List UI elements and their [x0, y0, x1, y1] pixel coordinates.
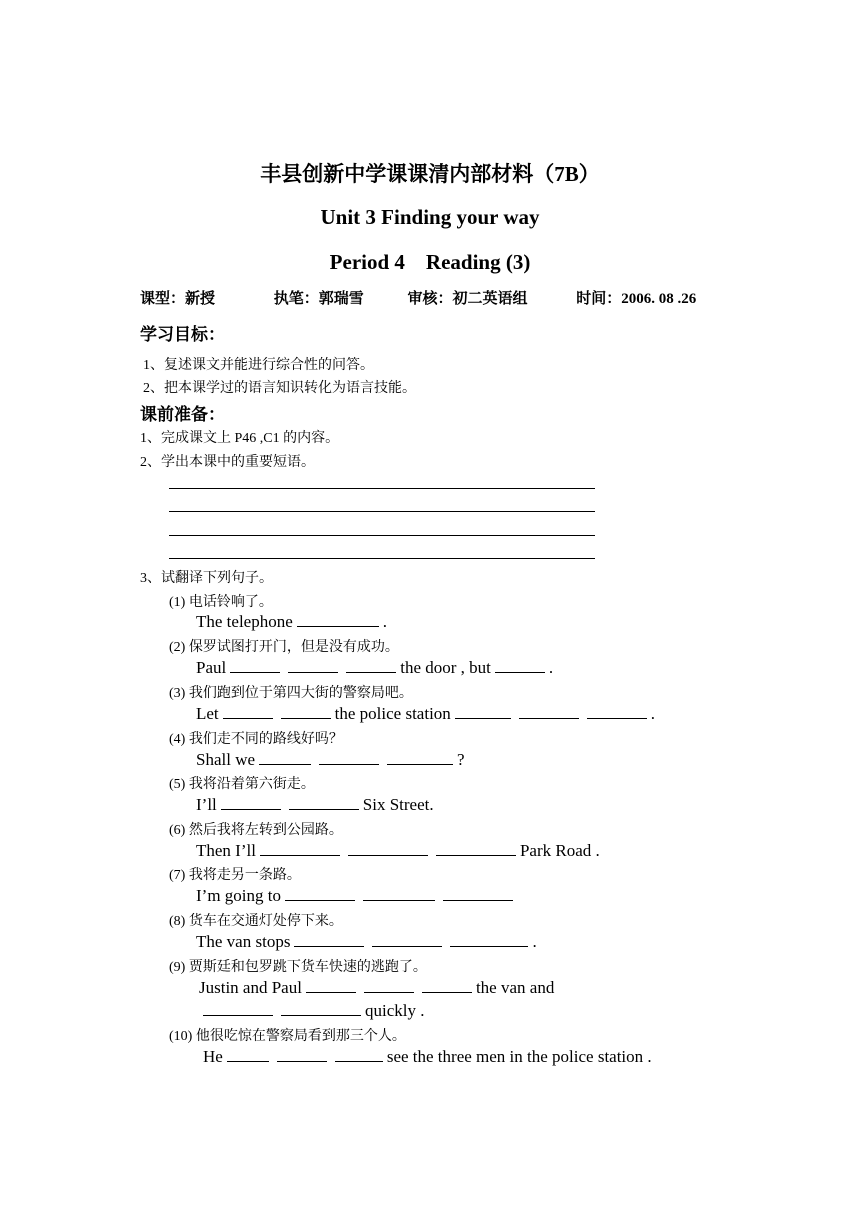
prep-heading: 课前准备： — [140, 405, 225, 424]
fill-blank[interactable] — [277, 1060, 327, 1062]
sentence-en: Paul the door , but . — [196, 658, 554, 677]
fill-blank[interactable] — [436, 854, 516, 856]
period-title: Period 4 Reading (3) — [329, 250, 531, 274]
fill-blank[interactable] — [364, 991, 414, 993]
sentence-cn: (8) 货车在交通灯处停下来。 — [169, 914, 343, 929]
fill-blank[interactable] — [348, 854, 428, 856]
sentence-cn: (6) 然后我将左转到公园路。 — [169, 823, 343, 838]
fill-blank[interactable] — [346, 671, 396, 673]
fill-blank[interactable] — [288, 671, 338, 673]
sentence-en: Let the police station . — [196, 704, 656, 723]
answer-line[interactable] — [169, 488, 595, 489]
sentence-cn: (1) 电话铃响了。 — [169, 595, 273, 610]
fill-blank[interactable] — [372, 945, 442, 947]
goal-item: 1、复述课文并能进行综合性的问答。 — [143, 358, 374, 373]
fill-blank[interactable] — [387, 763, 453, 765]
document-title: 丰县创新中学课课清内部材料（7B） — [260, 162, 600, 186]
sentence-en-cont: quickly . — [199, 1001, 425, 1021]
fill-blank[interactable] — [203, 1014, 273, 1016]
fill-blank[interactable] — [297, 625, 379, 627]
goal-item: 2、把本课学过的语言知识转化为语言技能。 — [143, 381, 416, 396]
prep-item-1: 1、完成课文上 P46 ,C1 的内容。 — [140, 431, 340, 446]
prep-item-3: 3、试翻译下列句子。 — [140, 571, 273, 586]
fill-blank[interactable] — [260, 854, 340, 856]
sentence-cn: (3) 我们跑到位于第四大街的警察局吧。 — [169, 686, 413, 701]
sentence-en: Then I’ll Park Road . — [196, 841, 600, 860]
fill-blank[interactable] — [319, 763, 379, 765]
sentence-en: Justin and Paul the van and — [199, 978, 555, 997]
sentence-cn: (5) 我将沿着第六街走。 — [169, 777, 315, 792]
fill-blank[interactable] — [227, 1060, 269, 1062]
sentence-cn: (10) 他很吃惊在警察局看到那三个人。 — [169, 1029, 406, 1044]
sentence-cn: (2) 保罗试图打开门，但是没有成功。 — [169, 640, 399, 655]
fill-blank[interactable] — [259, 763, 311, 765]
unit-title: Unit 3 Finding your way — [320, 205, 540, 229]
answer-line[interactable] — [169, 511, 595, 512]
sentence-en: I’m going to — [196, 886, 517, 906]
fill-blank[interactable] — [443, 899, 513, 901]
fill-blank[interactable] — [294, 945, 364, 947]
fill-blank[interactable] — [587, 717, 647, 719]
meta-time: 时间：2006. 08 .26 — [576, 291, 697, 307]
fill-blank[interactable] — [450, 945, 528, 947]
fill-blank[interactable] — [281, 1014, 361, 1016]
prep-item-2: 2、学出本课中的重要短语。 — [140, 455, 315, 470]
fill-blank[interactable] — [289, 808, 359, 810]
fill-blank[interactable] — [230, 671, 280, 673]
fill-blank[interactable] — [519, 717, 579, 719]
sentence-en: The van stops . — [196, 932, 537, 951]
fill-blank[interactable] — [221, 808, 281, 810]
fill-blank[interactable] — [281, 717, 331, 719]
fill-blank[interactable] — [306, 991, 356, 993]
fill-blank[interactable] — [285, 899, 355, 901]
fill-blank[interactable] — [223, 717, 273, 719]
meta-review: 审核：初二英语组 — [407, 291, 528, 307]
meta-type: 课型：新授 — [140, 291, 216, 307]
sentence-cn: (9) 贾斯廷和包罗跳下货车快速的逃跑了。 — [169, 960, 427, 975]
sentence-en: Shall we ? — [196, 750, 465, 769]
sentence-cn: (7) 我将走另一条路。 — [169, 868, 301, 883]
sentence-en: He see the three men in the police station . — [203, 1047, 652, 1066]
fill-blank[interactable] — [363, 899, 435, 901]
meta-author: 执笔：郭瑞雪 — [273, 291, 364, 307]
fill-blank[interactable] — [495, 671, 545, 673]
goals-heading: 学习目标： — [140, 325, 225, 344]
fill-blank[interactable] — [422, 991, 472, 993]
fill-blank[interactable] — [455, 717, 511, 719]
meta-line — [140, 287, 696, 308]
sentence-en: The telephone . — [196, 612, 388, 631]
answer-line[interactable] — [169, 535, 595, 536]
answer-line[interactable] — [169, 558, 595, 559]
sentence-en: I’ll Six Street. — [196, 795, 434, 814]
sentence-cn: (4) 我们走不同的路线好吗？ — [169, 732, 343, 747]
fill-blank[interactable] — [335, 1060, 383, 1062]
